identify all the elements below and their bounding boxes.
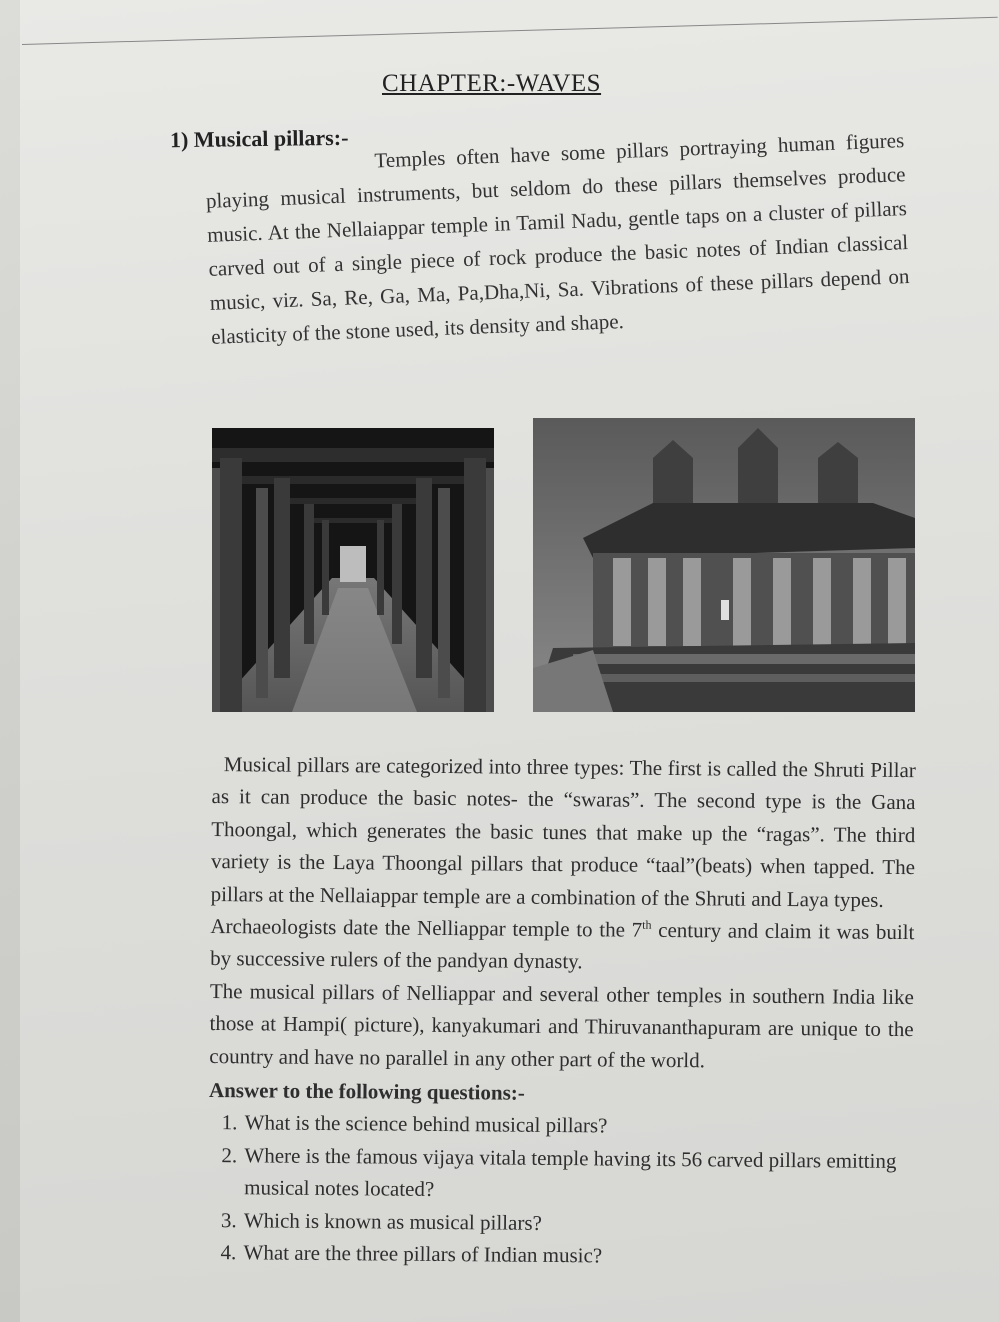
section-heading-text: Musical pillars:- xyxy=(193,124,349,152)
section-number: 1) xyxy=(169,126,189,153)
question-item: 3. Which is known as musical pillars? xyxy=(242,1204,912,1242)
pillared-corridor-photo xyxy=(212,428,494,712)
questions-heading: Answer to the following questions:- xyxy=(208,1078,525,1105)
questions-list xyxy=(207,1106,912,1274)
dating-text-end: century and claim it was built by successive rulers of the pandyan dynasty. xyxy=(210,917,915,974)
corridor-illustration xyxy=(212,428,494,712)
body-text-block xyxy=(207,748,916,1275)
dating-text-start: Archaeologists date the Nelliappar temple to the 7 xyxy=(210,914,643,942)
intro-paragraph-block xyxy=(204,123,911,354)
question-item: 4. What are the three pillars of Indian music? xyxy=(241,1236,911,1274)
dating-superscript: th xyxy=(642,917,652,932)
hampi-temple-photo xyxy=(533,418,915,712)
intro-paragraph: Temples often have some pillars portraying human figures playing musical instruments, but seldom do these pillars themselves produce music. At the Nellaiappar temple in Tamil Nadu, gentle taps on a cluster of pillars carved out of a single piece of rock produce the basic notes of Indian classical music, viz. Sa, Re, Ga, Ma, Pa,Dha,Ni, Sa. Vibrations of these pillars depend on elasticity of the stone used, its density and shape. xyxy=(205,128,910,349)
question-item: 2. Where is the famous vijaya vitala temple having its 56 carved pillars emitting musical notes located? xyxy=(242,1139,913,1210)
body-paragraph-dating xyxy=(210,910,915,981)
body-paragraph-uniqueness: The musical pillars of Nelliappar and several other temples in southern India like those at Hampi( picture), kanyakumari and Thiruvananthapuram are unique to the country and have no parallel in any other part of the world. xyxy=(209,978,914,1072)
question-item: 1. What is the science behind musical pillars? xyxy=(243,1107,913,1145)
temple-illustration xyxy=(533,418,915,712)
body-paragraph-types: Musical pillars are categorized into three types: The first is called the Shruti Pillar as it can produce the basic notes- the “swaras”. The second type is the Gana Thoongal, which generates the basic tunes that make up the “ragas”. The third variety is the Laya Thoongal pillars that produce “taal”(beats) when tapped. The pillars at the Nellaiappar temple are a combination of the Shruti and Laya types. xyxy=(210,752,916,912)
chapter-title: CHAPTER:-WAVES xyxy=(382,70,602,97)
